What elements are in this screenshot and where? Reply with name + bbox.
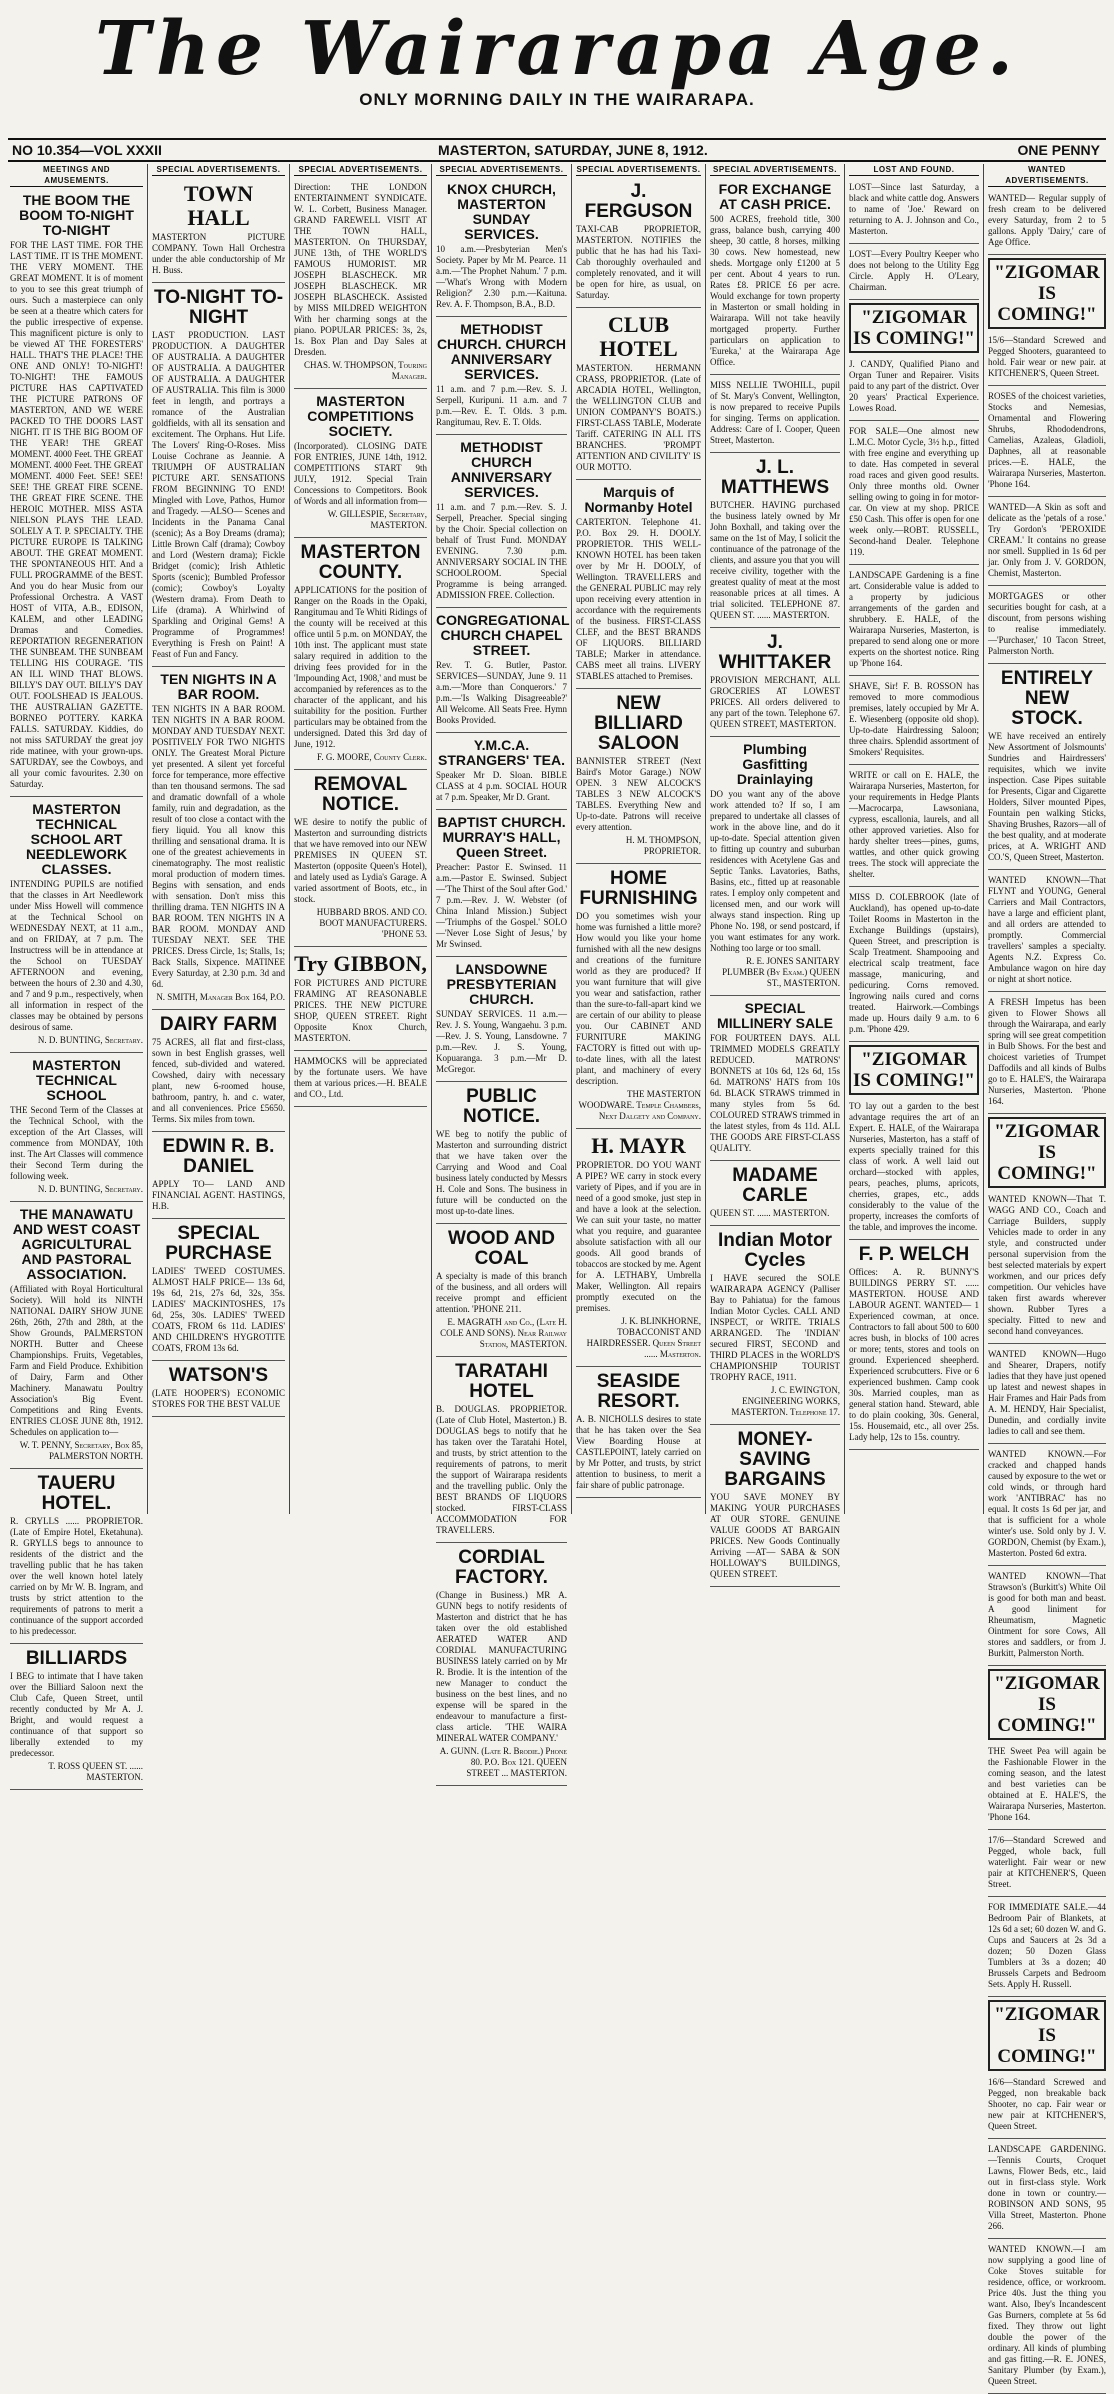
advertisement-signature: T. ROSS QUEEN ST. ...... MASTERTON.: [48, 1761, 143, 1782]
advertisement-signature: N. D. BUNTING, Secretary.: [37, 1184, 143, 1194]
advertisement-title: FOR EXCHANGE AT CASH PRICE.: [718, 181, 832, 212]
advertisement-title: Y.M.C.A. STRANGERS' TEA.: [437, 737, 565, 768]
advertisement-signature: F. G. MOORE, County Clerk.: [317, 752, 427, 762]
advertisement-body: 16/6—Standard Screwed and Pegged, non breakable back Shooter, no cap. Fair wear or new pair at KITCHENER'S, Queen Street.: [988, 2077, 1106, 2131]
advertisement: [988, 2141, 1106, 2239]
advertisement: [294, 772, 427, 947]
advertisement: [988, 666, 1106, 870]
dateline: [8, 138, 1106, 162]
advertisement: [710, 739, 840, 996]
advertisement: [849, 1098, 979, 1240]
advertisement: [436, 319, 567, 435]
advertisement: [988, 588, 1106, 664]
advertisement: [294, 540, 427, 770]
advertisement: [436, 1084, 567, 1224]
advertisement: [436, 1226, 567, 1357]
advertisement-title: ENTIRELY NEW STOCK.: [1000, 668, 1094, 729]
column-7: [845, 164, 984, 1514]
advertisement: [436, 812, 567, 957]
zigomar-notice: "ZIGOMAR IS COMING!": [988, 258, 1106, 329]
advertisement: [710, 377, 840, 453]
advertisement: [710, 1228, 840, 1425]
advertisement-title: CORDIAL FACTORY.: [455, 1547, 548, 1588]
advertisement: [849, 567, 979, 676]
advertisement: [988, 1832, 1106, 1897]
advertisement-body: LOST—Since last Saturday, a black and white cattle dog. Answers to name of 'Joe.' Reward on returning to A. J. Johnson and Co., Masterton.: [849, 182, 979, 236]
advertisement-signature: HUBBARD BROS. AND CO. BOOT MANUFACTURERS. 'PHONE 53.: [316, 907, 427, 939]
advertisement: [576, 691, 701, 864]
advertisement-title: TO-NIGHT TO-NIGHT: [153, 287, 284, 328]
advertisement-body: MASTERTON. HERMANN CRASS, PROPRIETOR. (Late of ARCADIA HOTEL, Wellington, the WELLINGTON CLUB and UNION COMPANY'S BOATS.) FIRST-CLASS TABLE, Moderate Tariff. CATERING IN ALL ITS BRANCHES. 'PROMPT ATTENTION AND CIVILITY' IS OUR MOTTO.: [576, 363, 701, 472]
advertisement-body: THE Sweet Pea will again be the Fashionable Flower in the coming season, and the latest and best varieties can be obtained at E. HALE'S, the Wairarapa Nurseries, Masterton. 'Phone 164.: [988, 1746, 1106, 1822]
advertisement-body: B. DOUGLAS. PROPRIETOR. (Late of Club Hotel, Masterton.) B. DOUGLAS begs to notify that he has taken over the Taratahi Hotel, and trusts, by strict attention to the requirements of patrons, to merit the support of Wairarapa residents and the travelling public. Only the BEST BRANDS OF LIQUORS stocked. FIRST-CLASS ACCOMMODATION FOR TRAVELLERS.: [436, 1404, 567, 1535]
advertisement-title: J. L. MATTHEWS: [720, 457, 830, 498]
advertisement: [436, 735, 567, 810]
advertisement-title: TEN NIGHTS IN A BAR ROOM.: [160, 671, 277, 702]
advertisement: [849, 767, 979, 887]
advertisement-body: I HAVE secured the SOLE WAIRARAPA AGENCY (Palliser Bay to Pahiatua) for the famous Indian Motor Cycles. CALL AND INSPECT, or WRITE. TRIALS ARRANGED. The 'INDIAN' secured FIRST, SECOND and THIRD PLACES in the WORLD'S CHAMPIONSHIP TOURIST TROPHY RACE, 1911.: [710, 1273, 840, 1382]
advertisement-title: Plumbing Gasfitting Drainlaying: [736, 741, 814, 787]
advertisement-body: Preacher: Pastor E. Swinsed. 11 a.m.—Pastor E. Swinsed. Subject—'The Thirst of the Soul after God.' 7 p.m.—Rev. J. W. Webster (of China Inland Mission.) Subject—'Triumphs of the Gospel.' SOLO—'Never Lose Sight of Jesus,' by Mr Swinsed.: [436, 862, 567, 949]
advertisement-body: WANTED KNOWN—That Strawson's (Burkitt's) White Oil is good for both man and beast. A good liniment for Rheumatism, Magnetic Ointment for sore Cows, All stores and saddlers, or from J. Burkitt, Palmerston North.: [988, 1571, 1106, 1658]
advertisement-body: (LATE HOOPER'S) ECONOMIC STORES FOR THE BEST VALUE: [152, 1388, 285, 1409]
advertisement-body: THE Second Term of the Classes at the Technical School, with the exception of the Art Classes, will commence from MONDAY, 10th inst. The Art Classes will commence their Second Term during the following week.: [10, 1105, 143, 1181]
advertisement: [849, 356, 979, 421]
advertisement-title: EDWIN R. B. DANIEL: [162, 1136, 275, 1177]
advertisement-body: TO lay out a garden to the best advantage requires the art of an Expert. E. HALE, of the Wairarapa Nurseries, Masterton, has a staff of experts specially trained for this class of work. A well laid out orchard—stocked with apples, pears, peaches, plums, apricots, cherries, grapes, etc., adds considerably to the value of the property, increases the comforts of the table, and improves the income.: [849, 1101, 979, 1232]
advertisement: [988, 1346, 1106, 1444]
advertisement-signature: R. E. JONES SANITARY PLUMBER (By Exam.) QUEEN ST., MASTERTON.: [722, 956, 840, 988]
advertisement: [10, 799, 143, 1053]
advertisement-body: (Change in Business.) MR A. GUNN begs to notify residents of Masterton and district that he has taken over the old established AERATED WATER AND CORDIAL MANUFACTURING BUSINESS lately carried on by Mr R. Brodie. It is the intention of the new Manager to conduct the business on the best lines, and no expense will be spared in the endeavour to manufacture a first-class article. 'THE WAIRA MINERAL WATER COMPANY.': [436, 1590, 567, 1743]
zigomar-notice: "ZIGOMAR IS COMING!": [849, 303, 979, 353]
advertisement-body: 15/6—Standard Screwed and Pegged Shooters, guaranteed to hold. Fair wear or new pair. at KITCHENER'S, Queen Street.: [988, 335, 1106, 378]
advertisement: [988, 872, 1106, 992]
advertisement-body: LOST—Every Poultry Keeper who does not belong to the Utility Egg Circle. Apply H. O'Leary, Chairman.: [849, 249, 979, 292]
advertisement: [710, 1427, 840, 1587]
advertisement: [10, 1204, 143, 1469]
advertisement-body: (Affiliated with Royal Horticultural Society). Will hold its NINTH NATIONAL DAIRY SHOW JUNE 26th, 26th, 27th and 28th, at the Show Grounds, PALMERSTON NORTH. Butter and Cheese Championships. Fruits, Vegetables, Farm and Field Produce. Exhibition of Dairy, Farm and Other Machinery. Manawatu Poultry Association's Big Event. Competitions and Ring Events. ENTRIES CLOSE JUNE 8th, 1912. Schedules on application to—: [10, 1284, 143, 1437]
advertisement-title: J. WHITTAKER: [718, 632, 832, 673]
advertisement-body: WANTED KNOWN.—For cracked and chapped hands caused by exposure to the wet or cold winds, or through hard work 'ANTIBRAC' has no equal. It costs 1s 6d per jar, and that is sufficient for a whole winter's use. Sold only by J. V. GORDON, Chemist (by Exam.), Masterton. Posted 6d extra.: [988, 1449, 1106, 1558]
advertisement-body: WANTED— Regular supply of fresh cream to be delivered every Saturday, from 2 to 5 gallons. Apply 'Dairy,' care of Age Office.: [988, 193, 1106, 247]
advertisement-signature: W. T. PENNY, Secretary, Box 85, PALMERSTON NORTH.: [19, 1440, 143, 1461]
advertisement-body: I BEG to intimate that I have taken over the Billiard Saloon next the Club Cafe, Queen Street, until recently conducted by Mr A. J. Bright, and would request a continuance of that support so liberally extended to my predecessor.: [10, 1671, 143, 1758]
advertisement-body: TEN NIGHTS IN A BAR ROOM. TEN NIGHTS IN A BAR ROOM. MONDAY AND TUESDAY NEXT. POSITIVELY FOR TWO NIGHTS ONLY. The Greatest Moral Picture yet presented. A silent yet forceful force for temperance, more effective than ten thousand sermons. The sad and dramatic downfall of a whole family, ruin and degradation, as the result of too close a contact with the fiery liquid. You all know this thrilling and sensational drama. It is one of the greatest achievements in cinematography. The most realistic moral production of modern times. Begins with sensation, and ends with sensation. Don't miss this thrilling drama. TEN NIGHTS IN A BAR ROOM. TEN NIGHTS IN A BAR ROOM. MONDAY AND TUESDAY NEXT. SEE THE PRICES. Dress Circle, 1s; Stalls, 1s; Back Stalls, Sixpence. MATINEE Every Saturday, at 2.30 p.m. 3d and 6d.: [152, 704, 285, 989]
issue-date: MASTERTON, SATURDAY, JUNE 8, 1912.: [438, 142, 708, 158]
column-2: [148, 164, 290, 1514]
advertisement-title: MASTERTON COUNTY.: [300, 542, 421, 583]
advertisement-title: MADAME CARLE: [732, 1165, 818, 1206]
advertisement-title: SPECIAL PURCHASE: [165, 1223, 272, 1264]
column-heading: SPECIAL ADVERTISEMENTS.: [294, 164, 427, 176]
advertisement: [988, 499, 1106, 586]
masthead: [0, 0, 1114, 110]
advertisement: [710, 1163, 840, 1226]
advertisement-body: LAST PRODUCTION. LAST PRODUCTION. A DAUGHTER OF AUSTRALIA. A DAUGHTER OF AUSTRALIA. A DAUGHTER OF AUSTRALIA. A DAUGHTER OF AUSTRALIA. This film is 3000 feet in length, and portrays a romance of the Australian goldfields, with all its sensation and excitement. The Orphans. Hut Life. The Lovers' Ring-O-Roses. Miss Louise Cochrane as Jeannie. A TRIUMPH OF AUSTRALIAN PICTURE ART. SENSATIONS FROM BEGINNING TO END! Mingled with Love, Pathos, Humor and Tragedy. —ALSO— Scenes and Incidents in the Panama Canal (scenic); As a Boy Dreams (drama); Little Brown Calf (drama); Cowboy and Lord (Western drama); Fickle Bridget (comic); Irish Athletic Sports (scenic); Bumbled Professor (comic); Cowboy's Loyalty (Western drama). From Death to Life (drama). A Whirlwind of Sparkling and Original Gems! A Programme of Programmes! Everything is Fresh on Paint! A Feast of Fun and Fancy.: [152, 330, 285, 659]
advertisement: [152, 1134, 285, 1219]
advertisement-title: BAPTIST CHURCH. MURRAY'S HALL, Queen Street.: [437, 814, 566, 860]
advertisement-body: FOR PICTURES AND PICTURE FRAMING AT REASONABLE PRICES. THE NEW PICTURE SHOP, QUEEN STREET. Right Opposite Knox Church, MASTERTON.: [294, 978, 427, 1043]
advertisement-title: MONEY-SAVING BARGAINS: [724, 1429, 826, 1490]
advertisement: [294, 1053, 427, 1107]
advertisement-body: 11 a.m. and 7 p.m.—Rev. S. J. Serpell, Kuripuni. 11 a.m. and 7 p.m.—Rev. E. T. Olds. 3 p.m. Rangitumau, Rev. E. T. Olds.: [436, 384, 567, 427]
advertisement-title: THE BOOM THE BOOM TO-NIGHT TO-NIGHT: [19, 192, 134, 238]
advertisement-body: BANNISTER STREET (Next Baird's Motor Garage.) NOW OPEN. 3 NEW ALCOCK'S TABLES 3 NEW ALCOCK'S TABLES. Everything New and Up-to-date. Patrons will receive every attention.: [576, 756, 701, 832]
column-heading: LOST AND FOUND.: [849, 164, 979, 176]
advertisement: [988, 190, 1106, 255]
advertisement-body: 11 a.m. and 7 p.m.—Rev. S. J. Serpell, Preacher. Special singing by the Choir. Special collection on behalf of Trust Fund. MONDAY EVENING. 7.30 p.m. ANNIVERSARY SOCIAL IN THE SCHOOLROOM. Special Programme is being arranged. ADMISSION FREE. Collection.: [436, 502, 567, 600]
advertisement-title: MASTERTON COMPETITIONS SOCIETY.: [307, 393, 414, 439]
advertisement-body: LADIES' TWEED COSTUMES. ALMOST HALF PRICE— 13s 6d, 19s 6d, 21s, 27s 6d, 32s, 35s. LADIES' MACKINTOSHES, 17s 6d, 25s, 30s. LADIES' TWEED COATS, FROM 6s 11d. LADIES' AND CHILDREN'S HYGROTITE COATS, FROM 13s 6d.: [152, 1266, 285, 1353]
advertisement-body: TAXI-CAB PROPRIETOR, MASTERTON. NOTIFIES the public that he has had his Taxi-Cab thoroughly overhauled and completely renovated, and it will be open for hire, as usual, on Saturday.: [576, 224, 701, 300]
advertisement: [10, 1055, 143, 1202]
advertisement: [294, 949, 427, 1051]
advertisement: [849, 423, 979, 565]
advertisement-body: 75 ACRES, all flat and first-class, sown in best English grasses, well fenced, sub-divided and watered. Cowshed, dairy with necessary plant, new 6-roomed house, bathroom, pantry, h. and c. water, and all conveniences. Price £5650. Terms. Six miles from town.: [152, 1037, 285, 1124]
advertisement: [10, 1646, 143, 1790]
advertisement-title: PUBLIC NOTICE.: [462, 1086, 541, 1127]
advertisement-signature: THE MASTERTON WOODWARE. Temple Chambers, Next Dalgety and Company.: [578, 1089, 701, 1121]
advertisement-body: PROVISION MERCHANT, ALL GROCERIES AT LOWEST PRICES. All orders delivered to any part of the town. Telephone 67. QUEEN STREET, MASTERTON.: [710, 675, 840, 729]
newspaper-title: The Wairarapa Age.: [95, 6, 1019, 92]
advertisement: [294, 391, 427, 538]
column-5: [572, 164, 706, 1514]
advertisement-body: A FRESH Impetus has been given to Flower Shows all through the Wairarapa, and early spring will see great competition in Bulb Shows. For the best and choicest varieties of Trumpet Daffodils and all kinds of Bulbs go to E. HALE'S, the Wairarapa Nurseries, Masterton. 'Phone 164.: [988, 997, 1106, 1106]
advertisement: [152, 1012, 285, 1132]
column-heading: SPECIAL ADVERTISEMENTS.: [576, 165, 701, 174]
advertisement-body: WE have received an entirely New Assortment of Jolsmounts' Sundries and Hairdressers' requisites, which we invite inspection. Case Pipes suitable for Presents, Cigar and Cigarette Holders, Silver mounted Pipes, Fountain pen walking Sticks, Shaving Brushes, Razors—all of the best quality, and at moderate prices, at A. WRIGHT AND CO.'S, Queen Street, Masterton.: [988, 731, 1106, 862]
advertisement: [988, 1568, 1106, 1666]
advertisement: [988, 1446, 1106, 1566]
advertisement: [849, 1242, 979, 1450]
advertisement-title: Indian Motor Cycles: [718, 1230, 832, 1271]
advertisement-body: APPLICATIONS for the position of Ranger on the Roads in the Opaki, Rangitumau and Te Whiti Ridings of the county will be received at this office until 5 p.m. on MONDAY, the 10th inst. The applicant must state salary required in addition to the driving fees provided for in the 'Impounding Act, 1908,' and must be accompanied by references as to the character of the applicant, and his suitability for the position. Further particulars may be obtained from the undersigned. Dated this 3rd day of June, 1912.: [294, 585, 427, 749]
advertisement-body: A specialty is made of this branch of the business, and all orders will receive prompt and efficient attention. 'PHONE 211.: [436, 1271, 567, 1314]
advertisement-body: 10 a.m.—Presbyterian Men's Society. Paper by Mr M. Pearce. 11 a.m.—'The Prophet Nahum.' 7 p.m.—'What's Wrong with Modern Religion?' 2.30 p.m.—Kaituna. Rev. A. F. Thompson, B.A., B.D.: [436, 244, 567, 309]
advertisement-body: SHAVE, Sir! F. B. ROSSON has removed to more commodious premises, lately occupied by Mr A. E. Wiesenberg (opposite old shop). Up-to-date Hairdressing Saloon; three chairs. Splendid assortment of Smokers' Requisites.: [849, 681, 979, 757]
zigomar-notice: "ZIGOMAR IS COMING!": [988, 1669, 1106, 1740]
advertisement-body: HAMMOCKS will be appreciated by the fortunate users. We have them at various prices.—H. BEALE and CO., Ltd.: [294, 1056, 427, 1099]
advertisement-title: Marquis of Normanby Hotel: [584, 484, 693, 515]
advertisement-title: MASTERTON TECHNICAL SCHOOL ART NEEDLEWORK CLASSES.: [25, 801, 128, 877]
advertisement: [988, 2074, 1106, 2139]
advertisement: [849, 678, 979, 765]
advertisement-title: WOOD AND COAL: [448, 1228, 555, 1269]
advertisement-title: Try GIBBON,: [294, 951, 427, 976]
advertisement: [849, 889, 979, 1042]
advertisement: [988, 388, 1106, 497]
issue-price: ONE PENNY: [1017, 142, 1100, 158]
advertisement: [710, 998, 840, 1161]
advertisement-body: Rev. T. G. Butler, Pastor. SERVICES—SUNDAY, June 9. 11 a.m.—'More than Conquerors.' 7 p.m.—'Is Walking Disagreeable?' All Welcome. All Seats Free. Hymn Books Provided.: [436, 660, 567, 725]
advertisement-body: MASTERTON PICTURE COMPANY. Town Hall Orchestra under the able conductorship of Mr H. Buss.: [152, 232, 285, 275]
advertisement-signature: N. SMITH, Manager Box 164, P.O.: [156, 992, 285, 1002]
column-heading: WANTED ADVERTISEMENTS.: [988, 164, 1106, 187]
advertisement-body: BUTCHER. HAVING purchased the business lately owned by Mr John Boxhall, and taking over the same on the 1st of May, I solicit the continuance of the patronage of the clients, and assure you that you will receive civility, together with the greatest quality of meat at the most reasonable prices at all times. A trial solicited. TELEPHONE 87. QUEEN ST. ...... MASTERTON.: [710, 500, 840, 620]
advertisement-body: (Incorporated). CLOSING DATE FOR ENTRIES, JUNE 14th, 1912. COMPETITIONS START 9th JULY, 1912. Special Train Concessions to Competitors. Book of Words and all information from—: [294, 441, 427, 506]
advertisement: [988, 332, 1106, 386]
advertisement-body: DO you want any of the above work attended to? If so, I am prepared to undertake all classes of work in the above line, and do it up-to-date. Special attention given to fitting up country and suburban residences with Acetylene Gas and Septic Tanks. Lavatories, Baths, Basins, etc., fitted up at reasonable rates. I employ only competent and licensed men, and our work will always stand inspection. Ring up Phone No. 198, or send postcard, if you want estimates for any work. Nothing too large or too small.: [710, 789, 840, 953]
advertisement-title: KNOX CHURCH, MASTERTON SUNDAY SERVICES.: [447, 181, 556, 242]
advertisement-body: FOR SALE—One almost new L.M.C. Motor Cycle, 3½ h.p., fitted with free engine and everything up to date. Has competed in several road races and given good results. Only three months old. Owner selling owing to going in for motor-car. On view at my shop. PRICE £50 Cash. This offer is open for one week only.—ROBT. RUSSELL, Second-hand Dealer. Telephone 119.: [849, 426, 979, 557]
advertisement: [988, 2241, 1106, 2394]
advertisement-body: LANDSCAPE Gardening is a fine art. Considerable value is added to a property by judicious arrangements of the garden and shrubbery. E. HALE, of the Wairarapa Nurseries, Masterton, is prepared to send along one or more experts on the shortest notice. Ring up 'Phone 164.: [849, 570, 979, 668]
advertisement: [988, 994, 1106, 1114]
advertisement-title: SEASIDE RESORT.: [596, 1371, 681, 1412]
advertisement-body: Speaker Mr D. Sloan. BIBLE CLASS at 4 p.m. SOCIAL HOUR at 7 p.m. Speaker, Mr D. Grant.: [436, 770, 567, 802]
advertisement: [152, 1363, 285, 1417]
advertisement-title: SPECIAL MILLINERY SALE: [717, 1000, 833, 1031]
advertisement: [710, 630, 840, 737]
advertisement: [576, 310, 701, 480]
advertisement: [576, 1131, 701, 1367]
advertisement: [436, 179, 567, 317]
advertisement-body: MISS D. COLEBROOK (late of Auckland), has opened up-to-date Toilet Rooms in Masterton in the Exchange Buildings (upstairs), Queen Street, and prescription is Scalp Treatment. Shampooing and electrical scalp treatment, face massage, manicuring, and pedicuring. Corns removed. Ingrowing nails cured and corns treated. Hairwork.—Combings made up. Hours daily 9 a.m. to 6 p.m. 'Phone 429.: [849, 892, 979, 1034]
advertisement: [849, 246, 979, 300]
column-heading: MEETINGS AND AMUSEMENTS.: [10, 164, 143, 187]
advertisement: [576, 866, 701, 1129]
advertisement-body: FOR THE LAST TIME. FOR THE LAST TIME. IT IS THE MOMENT. THE VERY MOMENT. THE GREAT MOMENT. It is of moment to you to see this great triumph of ours. Such a masterpiece can only be seen at a theatre which caters for the public irrespective of expense. This magnificent picture is only to be viewed AT THE FORESTERS' HALL. THAT'S THE PLACE! THE ONE AND ONLY! TO-NIGHT! TO-NIGHT! THE FAMOUS PICTURE HAS CAPTIVATED THE PICTURE PATRONS OF MASTERTON, AND WE WERE PACKED TO THE DOORS LAST NIGHT. IT IS THE BIG BOOM OF THE YEAR! THE GREAT MOMENT. 4000 Feet. THE GREAT MOMENT. 4000 Feet. THE GREAT MOMENT. 4000 Feet. SEE! SEE! SEE! THE GREAT FIRE SCENE. THE GREAT FIRE SCENE. THE HEROIC MOTHER. MISS ASTA NIELSON PLAYS THE LEAD. SOLELY A T. P. SPECIALTY. THE PICTURE EUROPE IS TALKING ABOUT. THE GREAT MOMENT. THE SPONTANEOUS HIT. And a FULL PROGRAMME of the BEST. And you do hear Music from our Professional Orchestra. A VAST HOST of VITA, A.B., EDISON, KALEM, and other LEADING Dramas and Comedies. REPORTATION REGENERATION THE SUNBEAM. THE SUNBEAM TELLING HIS COURAGE. 'TIS AN ILL WIND THAT BLOWS. BILLY'S DAY OUT. BILLY'S DAY OUT. FOOLSHEAD IS JEALOUS. THE AUSTRALIAN GAZETTE. BORNEO POTTERY. KARKA FALLS. SATURDAY. Kiddies, do not miss SATURDAY the great joy ride matinee, with your grown-ups. SATURDAY, see the Cowboys, and all your comic favourites. 2.30 on Saturday.: [10, 240, 143, 789]
advertisement-body: Offices: A. R. BUNNY'S BUILDINGS PERRY ST. ...... MASTERTON. HOUSE AND LABOUR AGENT. WANTED— 1 Experienced cowman, at once. Contractors to fall about 500 to 600 acres bush, in blocks of 100 acres or more; tents, stores and tools on ground. Experienced sheepherd. Experienced scrubcutters. Five or 6 experienced bushmen. Camp cook 30s. Married couples, man as general station hand. Steward, able to do plain cooking, 30s. General, 15s. Housemaid, etc., all over 25s. Lady help, 12s to 15s. country.: [849, 1267, 979, 1442]
advertisement-body: SUNDAY SERVICES. 11 a.m.—Rev. J. S. Young, Wangaehu. 3 p.m.—Rev. J. S. Young, Lansdowne. 7 p.m.—Rev. J. S. Young, Kopuaranga. 3 p.m.—Mr D. McGregor.: [436, 1009, 567, 1074]
advertisement: [576, 1369, 701, 1498]
zigomar-notice: "ZIGOMAR IS COMING!": [849, 1045, 979, 1095]
advertisement-title: H. MAYR: [591, 1133, 686, 1158]
column-4: [432, 164, 572, 1778]
advertisement-title: BILLIARDS: [25, 1648, 128, 1669]
advertisement-title: NEW BILLIARD SALOON: [594, 693, 683, 754]
advertisement-body: WANTED KNOWN—That FLYNT and YOUNG, General Carriers and Mail Contractors, have a large and efficient plant, and all orders are attended to promptly. Commercial travellers' samples a specialty. Agents N.Z. Express Co. Ambulance wagon on hire day or night at short notice.: [988, 875, 1106, 984]
advertisement-body: WANTED KNOWN.—I am now supplying a good line of Coke Stoves suitable for residence, office, or workroom. Price 40s. Just the thing you want. Also, Ibey's Incandescent Gas Burners, complete at 5s 6d fixed. They throw out light double the power of the ordinary. All kinds of plumbing and gas fitting.—R. E. JONES, Sanitary Plumber (by Exam.), Queen Street.: [988, 2244, 1106, 2386]
advertisement-title: REMOVAL NOTICE.: [313, 774, 408, 815]
advertisement-body: FOR FOURTEEN DAYS. ALL TRIMMED MODELS GREATLY REDUCED. MATRONS' BONNETS at 10s 6d, 12s 6d, 15s 6d. MATRONS' HATS from 10s 6d. BLACK STRAWS trimmed in many styles from 5s 6d. COLOURED STRAWS trimmed in the latest styles, from 4s 11d. ALL THE GOODS ARE FIRST-CLASS QUALITY.: [710, 1033, 840, 1153]
advertisement-signature: N. D. BUNTING, Secretary.: [37, 1035, 143, 1045]
column-1: [6, 164, 148, 1782]
advertisement-body: 17/6—Standard Screwed and Pegged, whole back, full waterlight. Fair wear or new pair at KITCHENER'S, Queen Street.: [988, 1835, 1106, 1889]
advertisement: [988, 1191, 1106, 1344]
advertisement-body: ROSES of the choicest varieties, Stocks and Nemesias, Ornamental and Flowering Shrubs, Rhododendrons, Camelias, Azaleas, Gladioli, Daphnes, all at reasonable prices.—E. HALE, the Wairarapa Nurseries, Masterton. 'Phone 164.: [988, 391, 1106, 489]
advertisement: [152, 669, 285, 1010]
advertisement-title: F. P. WELCH: [858, 1244, 970, 1265]
advertisement-signature: W. GILLESPIE, Secretary, MASTERTON.: [327, 509, 427, 530]
zigomar-notice: "ZIGOMAR IS COMING!": [988, 2000, 1106, 2071]
advertisement-title: DAIRY FARM: [159, 1014, 278, 1035]
advertisement: [710, 179, 840, 375]
zigomar-notice: "ZIGOMAR IS COMING!": [988, 1117, 1106, 1188]
advertisement: [576, 482, 701, 689]
advertisement: [436, 1545, 567, 1786]
advertisement: [152, 285, 285, 667]
advertisement: [710, 455, 840, 628]
advertisement-body: CARTERTON. Telephone 41. P.O. Box 29. H. DOOLY. PROPRIETOR. THIS WELL-KNOWN HOTEL has been taken over by Mr H. DOOLY, of Wellington. TRAVELLERS and the GENERAL PUBLIC may rely upon receiving every attention in accordance with the requirements of the business. FIRST-CLASS CLEF, and the BEST BRANDS OF LIQUORS. BILLIARD TABLE; Marker in attendance. CABS meet all trains. LIVERY STABLES attached to Premises.: [576, 517, 701, 681]
advertisement-body: Direction: THE LONDON ENTERTAINMENT SYNDICATE. W. L. Corbett, Business Manager. GRAND FAREWELL VISIT AT THE TOWN HALL, MASTERTON. On THURSDAY, JUNE 13th, of THE WORLD'S FAMOUS HUMORIST. MR JOSEPH BLASCHECK. MR JOSEPH BLASCHECK. MR JOSEPH BLASCHECK. Assisted by MISS MILDRED WEIGHTON With her charming songs at the piano. POPULAR PRICES: 3s, 2s, 1s. Box Plan and Day Sales at Dresden.: [294, 182, 427, 357]
advertisement-title: CONGREGATIONAL CHURCH CHAPEL STREET.: [436, 612, 570, 658]
advertisement-body: QUEEN ST. ...... MASTERTON.: [710, 1208, 830, 1218]
advertisement-body: MISS NELLIE TWOHILL, pupil of St. Mary's Convent, Wellington, is now prepared to receive Pupils for singing. Terms on application. Address: Care of I. Cooper, Queen Street, Masterton.: [710, 380, 840, 445]
advertisement: [294, 179, 427, 389]
advertisement: [436, 1359, 567, 1543]
advertisement-body: FOR IMMEDIATE SALE.—44 Bedroom Pair of Blankets, at 12s 6d a set; 60 dozen W. and G. Cups and Saucers at 2s 3d a dozen; 50 Dozen Glass Tumblers at 3s a dozen; 40 Brussels Carpets and Bedroom Sets. Apply H. Russell.: [988, 1902, 1106, 1989]
advertisement: [436, 610, 570, 733]
advertisement-body: J. CANDY, Qualified Piano and Organ Tuner and Repairer. Visits paid to any part of the district. Over 20 years' Practical Experience. Lowes Road.: [849, 359, 979, 413]
column-heading: SPECIAL ADVERTISEMENTS.: [152, 164, 285, 176]
advertisement-signature: A. GUNN. (Late R. Brodie.) Phone 80. P.O. Box 121. QUEEN STREET ... MASTERTON.: [439, 1746, 567, 1778]
advertisement: [436, 437, 567, 608]
advertisement-signature: J. C. EWINGTON, ENGINEERING WORKS, MASTERTON. Telephone 17.: [731, 1385, 840, 1417]
advertisement-body: R. CRYLLS ...... PROPRIETOR. (Late of Empire Hotel, Eketahuna). R. GRYLLS begs to announce to residents of the district and the travelling public that he has taken over the well known hotel lately carried on by Mr W. B. Ingram, and trusts by strict attention to the requirements of patrons to merit a continuance of the support accorded to his predecessor.: [10, 1516, 143, 1636]
advertisement-body: WE desire to notify the public of Masterton and surrounding districts that we have removed into our NEW PREMISES IN QUEEN ST. Masterton (opposite Queen's Hotel), and lately used as Lydia's Garage. A varied assortment of Boots, etc., in stock.: [294, 817, 427, 904]
advertisement-title: CLUB HOTEL: [599, 312, 678, 361]
advertisement: [436, 959, 567, 1082]
advertisement-body: YOU SAVE MONEY BY MAKING YOUR PURCHASES AT OUR STORE. GENUINE VALUE GOODS AT BARGAIN PRICES. New Goods Continually Arriving —AT— SABA & SON HOLLOWAY'S BUILDINGS, QUEEN STREET.: [710, 1492, 840, 1579]
advertisement-body: MORTGAGES or other securities bought for cash, at a discount, from persons wishing to realise immediately.—'Purchaser,' 10 Tacon Street, Palmerston North.: [988, 591, 1106, 656]
advertisement: [152, 179, 285, 283]
advertisement-title: THE MANAWATU AND WEST COAST AGRICULTURAL AND PASTORAL ASSOCIATION.: [12, 1206, 141, 1282]
advertisement-body: WANTED KNOWN—That T. WAGG AND CO., Coach and Carriage Builders, supply Vehicles made to order in any style, and constructed under personal supervision from the best selected materials by expert workmen, and our prices defy competition. Our vehicles have taken first awards wherever shown. Rubber Tyres a specialty. Fitted to new and second hand conveyances.: [988, 1194, 1106, 1336]
advertisement: [10, 1471, 143, 1644]
advertisement-signature: H. M. THOMPSON, PROPRIETOR.: [625, 835, 701, 856]
column-8: [984, 164, 1110, 2386]
advertisement-title: MASTERTON TECHNICAL SCHOOL: [32, 1057, 121, 1103]
advertisement: [988, 1743, 1106, 1830]
advertisement-body: DO you sometimes wish your home was furnished a little more? How would you like your home furnished with all the new designs and creations of the furniture world as they are produced? If you want furniture that will give you wear and satisfaction, rather than the sure-to-fall-apart kind we are certain of our ability to please you. Our CABINET AND FURNITURE MAKING FACTORY is fitted out with up-to-date lines, with all the latest plant, and machinery of every description.: [576, 911, 701, 1086]
advertisement-body: LANDSCAPE GARDENING.—Tennis Courts, Croquet Lawns, Flower Beds, etc., laid out in first-class style. Work done in town or country.—ROBINSON AND SONS, 95 Villa Street, Masterton. Phone 266.: [988, 2144, 1106, 2231]
advertisement-title: TOWN HALL: [183, 181, 254, 230]
advertisement-body: A. B. NICHOLLS desires to state that he has taken over the Sea View Boarding House at CASTLEPOINT, lately carried on by Mr Potter, and trusts, by strict attention to business, to merit a fair share of public patronage.: [576, 1414, 701, 1490]
advertisement-title: WATSON'S: [168, 1365, 269, 1386]
advertisement-title: TAUERU HOTEL.: [37, 1473, 116, 1514]
advertisement-body: PROPRIETOR. DO YOU WANT A PIPE? WE carry in stock every variety of Pipes, and if you are in need of a good smoke, just step in and have a look at the selection. We can suit your taste, no matter what you require, and guarantee absolute satisfaction with all our goods. All good brands of tobaccos are stocked by me. Agent for A. LETHABY, Umbrella Maker, Wellington. All repairs promptly executed on the premises.: [576, 1160, 701, 1313]
newspaper-tagline: ONLY MORNING DAILY IN THE WAIRARAPA.: [359, 90, 755, 109]
advertisement-body: INTENDING PUPILS are notified that the classes in Art Needlework under Miss Howell will commence at the Technical School on WEDNESDAY NEXT, at 11 a.m., and on FRIDAY, at 7 p.m. The Instructress will be in attendance at the School on TUESDAY AFTERNOON and evening, between the hours of 2.30 and 4.30, and 7 and 9 p.m., respectively, when all information in respect of the classes may be obtained by persons desirous of same.: [10, 879, 143, 1032]
advertisement-body: APPLY TO— LAND AND FINANCIAL AGENT. HASTINGS, H.B.: [152, 1179, 285, 1211]
advertisement: [988, 1899, 1106, 1997]
advertisement-title: J. FERGUSON: [584, 181, 693, 222]
column-heading: SPECIAL ADVERTISEMENTS.: [436, 164, 567, 176]
advertisement-title: METHODIST CHURCH. CHURCH ANNIVERSARY SERVICES.: [436, 321, 567, 382]
advertisement-signature: CHAS. W. THOMPSON, Touring Manager.: [303, 360, 427, 381]
column-6: [706, 164, 845, 1579]
advertisement-body: WANTED—A Skin as soft and delicate as the 'petals of a rose.' Try Gordon's 'PEROXIDE CREAM.' It contains no grease nor smell. Supplied in 1s 6d per jar. Only from J. V. GORDON, Chemist, Masterton.: [988, 502, 1106, 578]
advertisement: [152, 1221, 285, 1361]
advertisement-title: LANSDOWNE PRESBYTERIAN CHURCH.: [446, 961, 557, 1007]
advertisement-title: TARATAHI HOTEL: [455, 1361, 548, 1402]
advertisement-title: HOME FURNISHING: [579, 868, 698, 909]
advertisement-title: METHODIST CHURCH ANNIVERSARY SERVICES.: [450, 439, 553, 500]
advertisement-body: WANTED KNOWN—Hugo and Shearer, Drapers, notify ladies that they have just opened up latest and newest shapes in Hair Frames and Hair Pads from A. M. HENDY, Hair Specialist, Dunedin, and cordially invite ladies to call and see them.: [988, 1349, 1106, 1436]
advertisement-body: WE beg to notify the public of Masterton and surrounding district that we have taken over the Carrying and Wood and Coal business lately conducted by Messrs H. Cole and Sons. The business in future will be conducted on the most up-to-date lines.: [436, 1129, 567, 1216]
advertisement-body: WRITE or call on E. HALE, the Wairarapa Nurseries, Masterton, for your requirements in Hedge Plants—Macrocarpa, Lawsoniana, cypress, escallonia, laurels, and all other approved varieties. Also for hardy shelter trees—pines, gums, wattles, and other quick growing trees. The stock will appreciate the shelter.: [849, 770, 979, 879]
column-3: [290, 164, 432, 1514]
advertisement-signature: J. K. BLINKHORNE, TOBACCONIST AND HAIRDRESSER. Queen Street ...... Masterton.: [586, 1316, 701, 1359]
advertisement-signature: E. MAGRATH and Co., (Late H. COLE AND SONS). Near Railway Station, MASTERTON.: [440, 1317, 567, 1349]
advertisement: [576, 179, 701, 308]
issue-number: NO 10.354—VOL XXXII: [12, 142, 162, 158]
column-heading: SPECIAL ADVERTISEMENTS.: [710, 164, 840, 176]
advertisement-body: 500 ACRES, freehold title, 300 grass, balance bush, carrying 400 sheep, 30 cattle, 8 horses, milking 30 cows. New homestead, new sheds. Mortgage only £1200 at 5 per cent. About 4 years to run. Rates £8. PRICE £6 per acre. Would exchange for town property in Masterton or small holding in Wairarapa. Will not take heavily mortgaged property. Further particulars on application to 'Eureka,' at the Wairarapa Age Office.: [710, 214, 840, 367]
advertisement: [10, 190, 143, 797]
advertisement: [849, 179, 979, 244]
